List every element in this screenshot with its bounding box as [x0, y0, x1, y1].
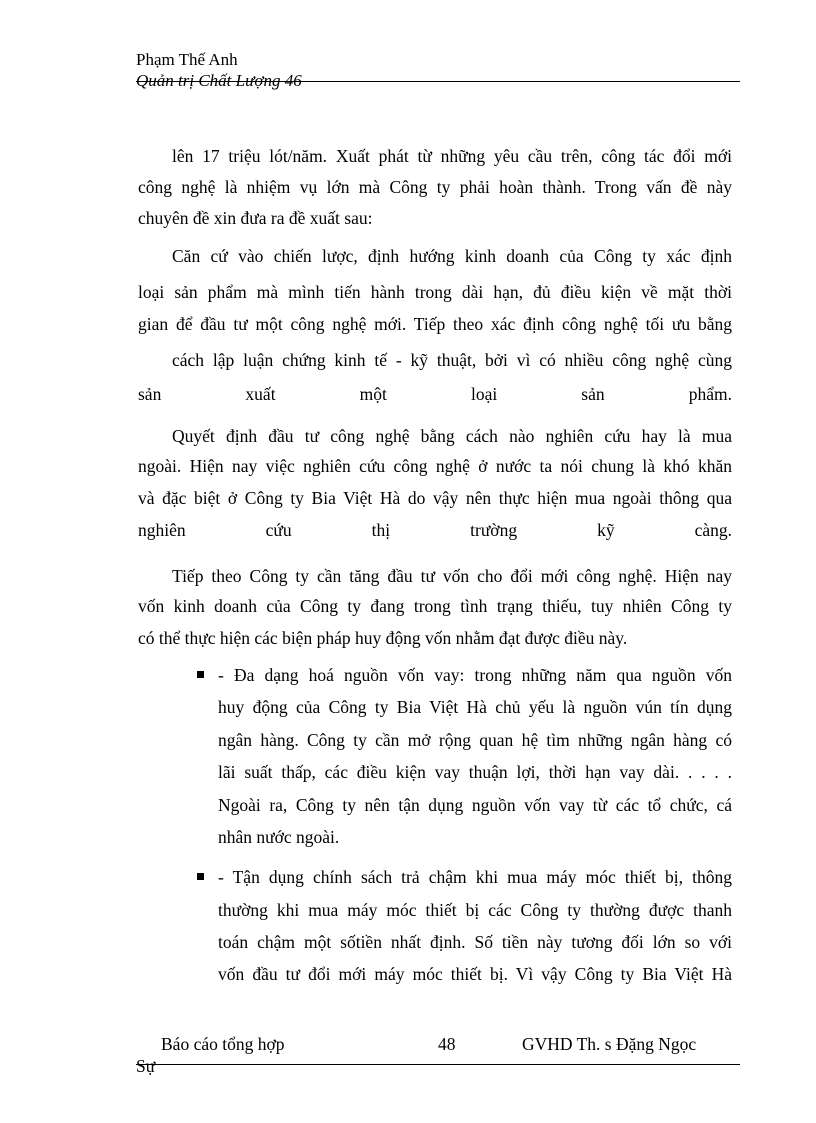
list-item-line: - Tận dụng chính sách trả chậm khi mua máy móc thiết bị, thông [218, 867, 732, 887]
body-line: công nghệ là nhiệm vụ lớn mà Công ty phải hoàn thành. Trong vấn đề này [138, 177, 732, 197]
list-item-line: lãi suất thấp, các điều kiện vay thuận lợi, thời hạn vay dài. . . . . [218, 762, 732, 782]
list-item-line: Ngoài ra, Công ty nên tận dụng nguồn vốn vay từ các tổ chức, cá [218, 795, 732, 815]
body-line: Quyết định đầu tư công nghệ bằng cách nào nghiên cứu hay là mua [172, 426, 732, 446]
header-unit: Quản trị Chất Lượng 46 [136, 71, 302, 90]
body-line: vốn kinh doanh của Công ty đang trong tình trạng thiếu, tuy nhiên Công ty [138, 596, 732, 616]
body-line: và đặc biệt ở Công ty Bia Việt Hà do vậy nên thực hiện mua ngoài thông qua [138, 488, 732, 508]
body-line: Tiếp theo Công ty cần tăng đầu tư vốn cho đổi mới công nghệ. Hiện nay [172, 566, 732, 586]
body-line: ngoài. Hiện nay việc nghiên cứu công nghệ ở nước ta nói chung là khó khăn [138, 456, 732, 476]
square-bullet-icon [197, 671, 204, 678]
list-item-line: vốn đầu tư đổi mới máy móc thiết bị. Vì vậy Công ty Bia Việt Hà [218, 964, 732, 984]
footer-advisor: GVHD Th. s Đặng Ngọc [522, 1034, 697, 1054]
square-bullet-icon [197, 873, 204, 880]
list-item-line: nhân nước ngoài. [218, 827, 340, 847]
body-line: lên 17 triệu lót/năm. Xuất phát từ những yêu cầu trên, công tác đổi mới [172, 146, 732, 166]
footer-advisor-continued: Sự [136, 1056, 156, 1076]
list-item-line: ngân hàng. Công ty cần mở rộng quan hệ tìm những ngân hàng có [218, 730, 732, 750]
body-line: gian để đầu tư một công nghệ mới. Tiếp theo xác định công nghệ tối ưu bằng [138, 314, 732, 334]
body-line: nghiên cứu thị trường kỹ càng. [138, 520, 732, 540]
list-item-line: thường khi mua máy móc thiết bị các Công ty thường được thanh [218, 900, 732, 920]
body-line: có thể thực hiện các biện pháp huy động vốn nhằm đạt được điều này. [138, 628, 628, 648]
header-rule [136, 81, 740, 82]
list-item-line: toán chậm một sốtiền nhất định. Số tiền này tương đối lớn so với [218, 932, 732, 952]
footer-rule [136, 1064, 740, 1065]
list-item-line: - Đa dạng hoá nguồn vốn vay: trong những năm qua nguồn vốn [218, 665, 732, 685]
body-line: chuyên đề xin đưa ra đề xuất sau: [138, 208, 373, 228]
body-line: Căn cứ vào chiến lược, định hướng kinh doanh của Công ty xác định [172, 246, 732, 266]
body-line: loại sản phẩm mà mình tiến hành trong dài hạn, đủ điều kiện về mặt thời [138, 282, 732, 302]
footer-report-title: Báo cáo tổng hợp [161, 1034, 285, 1054]
body-line: cách lập luận chứng kinh tế - kỹ thuật, bởi vì có nhiều công nghệ cùng [172, 350, 732, 370]
list-item-line: huy động của Công ty Bia Việt Hà chủ yếu là nguồn vún tín dụng [218, 697, 732, 717]
header-author: Phạm Thế Anh [136, 50, 238, 69]
body-line: sản xuất một loại sản phẩm. [138, 384, 732, 404]
footer-page-number: 48 [438, 1034, 456, 1054]
